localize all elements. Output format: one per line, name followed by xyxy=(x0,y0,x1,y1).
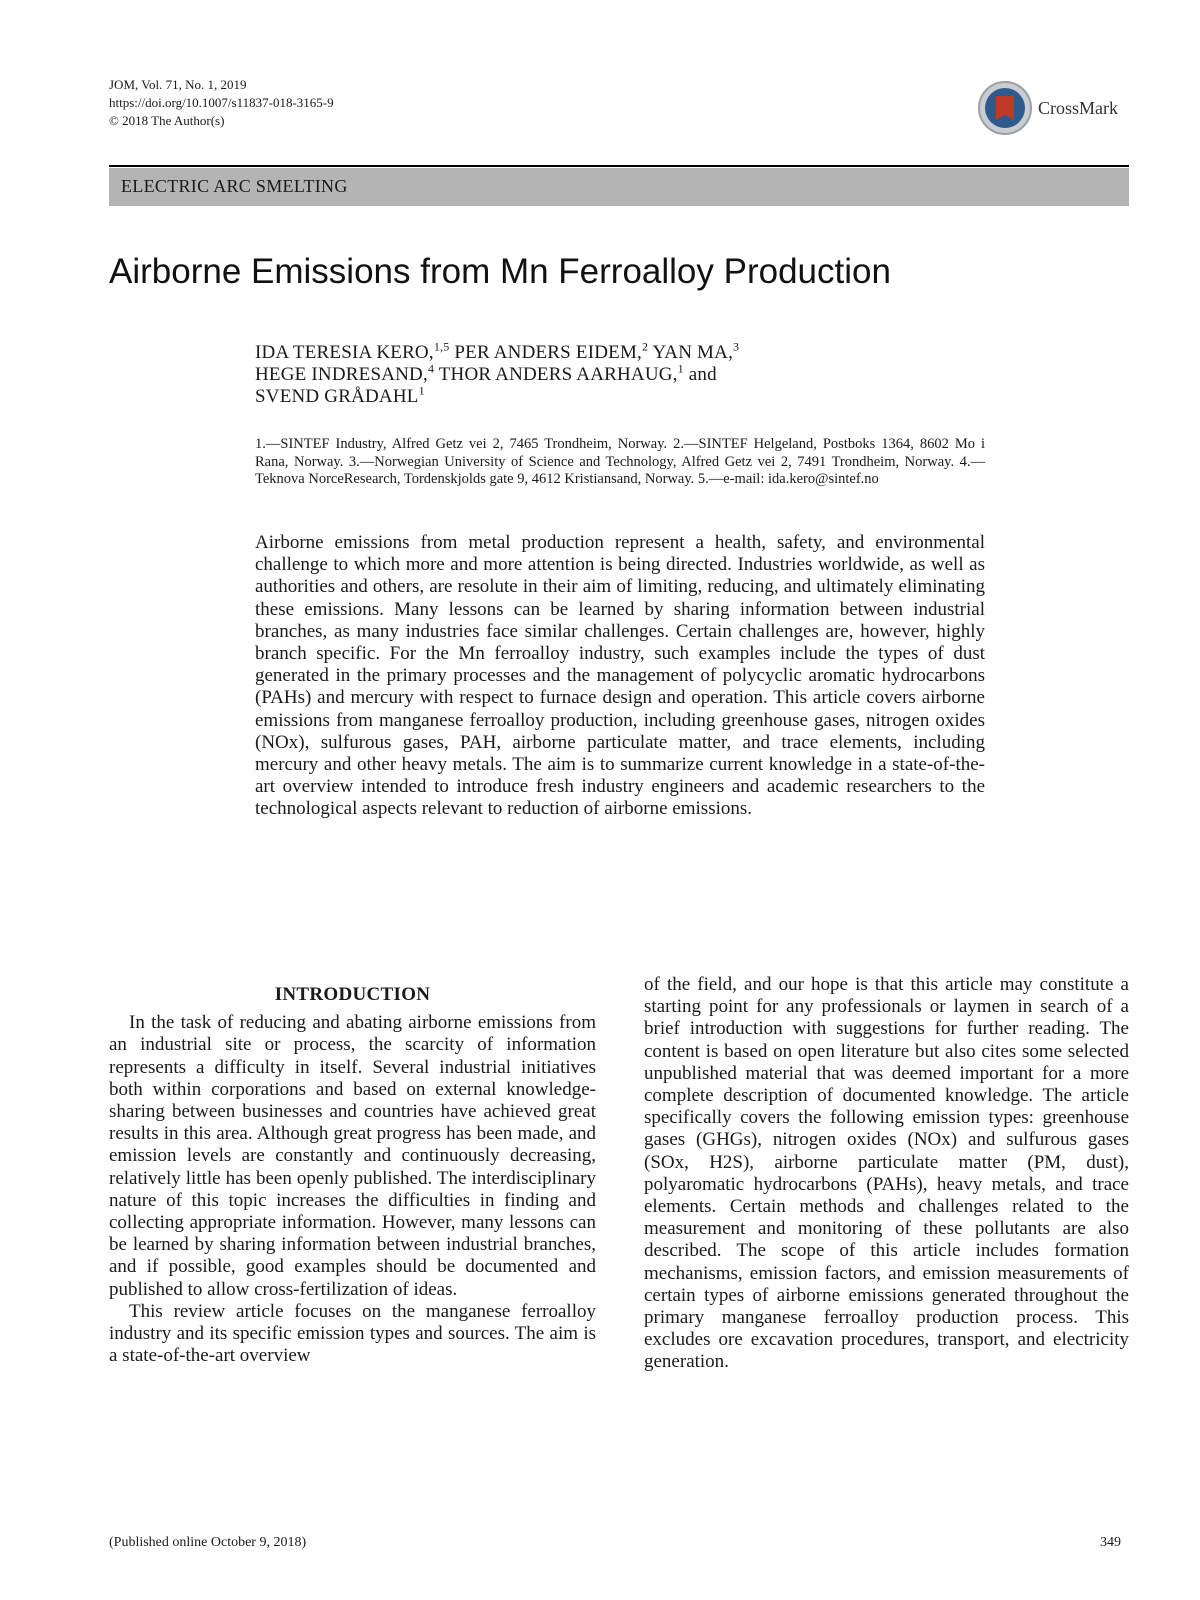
section-heading-introduction: INTRODUCTION xyxy=(274,984,431,1005)
journal-citation: JOM, Vol. 71, No. 1, 2019 xyxy=(109,77,247,92)
author-name: IDA TERESIA KERO, xyxy=(255,342,434,363)
publication-date: (Published online October 9, 2018) xyxy=(109,1535,307,1550)
author-affiliation-ref: 1,5 xyxy=(433,339,450,354)
author-name: PER ANDERS EIDEM, xyxy=(454,342,642,363)
crossmark-badge[interactable] xyxy=(978,78,1128,138)
author-name: THOR ANDERS AARHAUG, xyxy=(438,364,678,385)
author-name: HEGE INDRESAND, xyxy=(255,364,428,385)
author-affiliation-ref: 1 xyxy=(677,361,684,376)
doi-link[interactable]: https://doi.org/10.1007/s11837-018-3165-9 xyxy=(109,95,334,110)
author-affiliation-ref: 4 xyxy=(427,361,435,376)
page-number: 349 xyxy=(1100,1535,1121,1550)
affiliations: 1.—SINTEF Industry, Alfred Getz vei 2, 7465 Trondheim, Norway. 2.—SINTEF Helgeland, Postboks 1364, 8602 Mo i Rana, Norway. 3.—Norwegian University of Science and Technology, Alfred Getz vei 2, 7491 Trondheim, Norway. 4.—Teknova NorceResearch, Tordenskjolds gate 9, 4612 Kristiansand, Norway. 5.—e-mail: ida.kero@sintef.no xyxy=(255,436,985,487)
author-name: SVEND GRÅDAHL xyxy=(255,386,419,407)
intro-column-right xyxy=(644,974,1129,1374)
header-rule xyxy=(109,165,1129,167)
author-affiliation-ref: 3 xyxy=(733,339,740,354)
crossmark-icon xyxy=(978,81,1032,135)
author-affiliation-ref: 2 xyxy=(642,339,649,354)
article-title: Airborne Emissions from Mn Ferroalloy Production xyxy=(109,252,891,291)
author-name: YAN MA, xyxy=(652,342,734,363)
intro-paragraph-2-continued: of the field, and our hope is that this article may constitute a starting point for any professionals or laymen in search of a brief introduction with suggestions for further reading. The content is based on open literature but also cites some selected unpublished material that was deemed important for a more complete description of documented knowledge. The article specifically covers the following emission types: greenhouse gases (GHGs), nitrogen oxides (NOx) and sulfurous gases (SOx, H2S), airborne particulate matter (PM, dust), polyaromatic hydrocarbons (PAHs), heavy metals, and trace elements. Certain methods and challenges related to the measurement and monitoring of these pollutants are also described. The scope of this article includes formation mechanisms, emission factors, and emission measurements of certain types of airborne emissions generated throughout the primary manganese ferroalloy production process. This excludes ore excavation procedures, transport, and electricity generation. xyxy=(644,974,1129,1373)
article-metadata xyxy=(109,76,334,130)
crossmark-label: CrossMark xyxy=(1038,97,1118,118)
author-affiliation-ref: 1 xyxy=(418,383,425,398)
intro-paragraph-1: In the task of reducing and abating airborne emissions from an industrial site or process, the scarcity of information represents a difficulty in itself. Several industrial initiatives both within corporations and based on external knowledge-sharing between businesses and countries have achieved great results in this area. Although great progress has been made, and emission levels are constantly and continuously decreasing, relatively little has been openly published. The interdisciplinary nature of this topic increases the difficulties in finding and collecting appropriate information. However, many lessons can be learned by sharing information between industrial branches, and if possible, good examples should be documented and published to allow cross-fertilization of ideas. xyxy=(109,1012,596,1300)
author-list: IDA TERESIA KERO,$^{1,5}$ PER ANDERS EIDEM,$^2$ YAN MA,$^3$ HEGE INDRESAND,$^4$ THOR ANDERS AARHAUG,$^1$ and SVEND GRÅDAHL$^1$ xyxy=(255,339,740,407)
abstract: Airborne emissions from metal production represent a health, safety, and environmental challenge to which more and more attention is being directed. Industries worldwide, as well as authorities and others, are resolute in their aim of limiting, reducing, and ultimately eliminating these emissions. Many lessons can be learned by sharing information between industrial branches, as many industries face similar challenges. Certain challenges are, however, highly branch specific. For the Mn ferroalloy industry, such examples include the types of dust generated in the primary processes and the management of polycyclic aromatic hydrocarbons (PAHs) and mercury with respect to furnace design and operation. This article covers airborne emissions from manganese ferroalloy production, including greenhouse gases, nitrogen oxides (NOx), sulfurous gases, PAH, airborne particulate matter, and trace elements, including mercury and other heavy metals. The aim is to summarize current knowledge in a state-of-the-art overview intended to introduce fresh industry engineers and academic researchers to the technological aspects relevant to reduction of airborne emissions. xyxy=(255,532,985,820)
section-banner xyxy=(109,168,1129,206)
intro-paragraph-2: This review article focuses on the manganese ferroalloy industry and its specific emission types and sources. The aim is a state-of-the-art overview xyxy=(109,1300,596,1367)
copyright-notice: © 2018 The Author(s) xyxy=(109,113,225,128)
intro-column-left xyxy=(109,984,596,1367)
section-label: ELECTRIC ARC SMELTING xyxy=(121,176,348,196)
